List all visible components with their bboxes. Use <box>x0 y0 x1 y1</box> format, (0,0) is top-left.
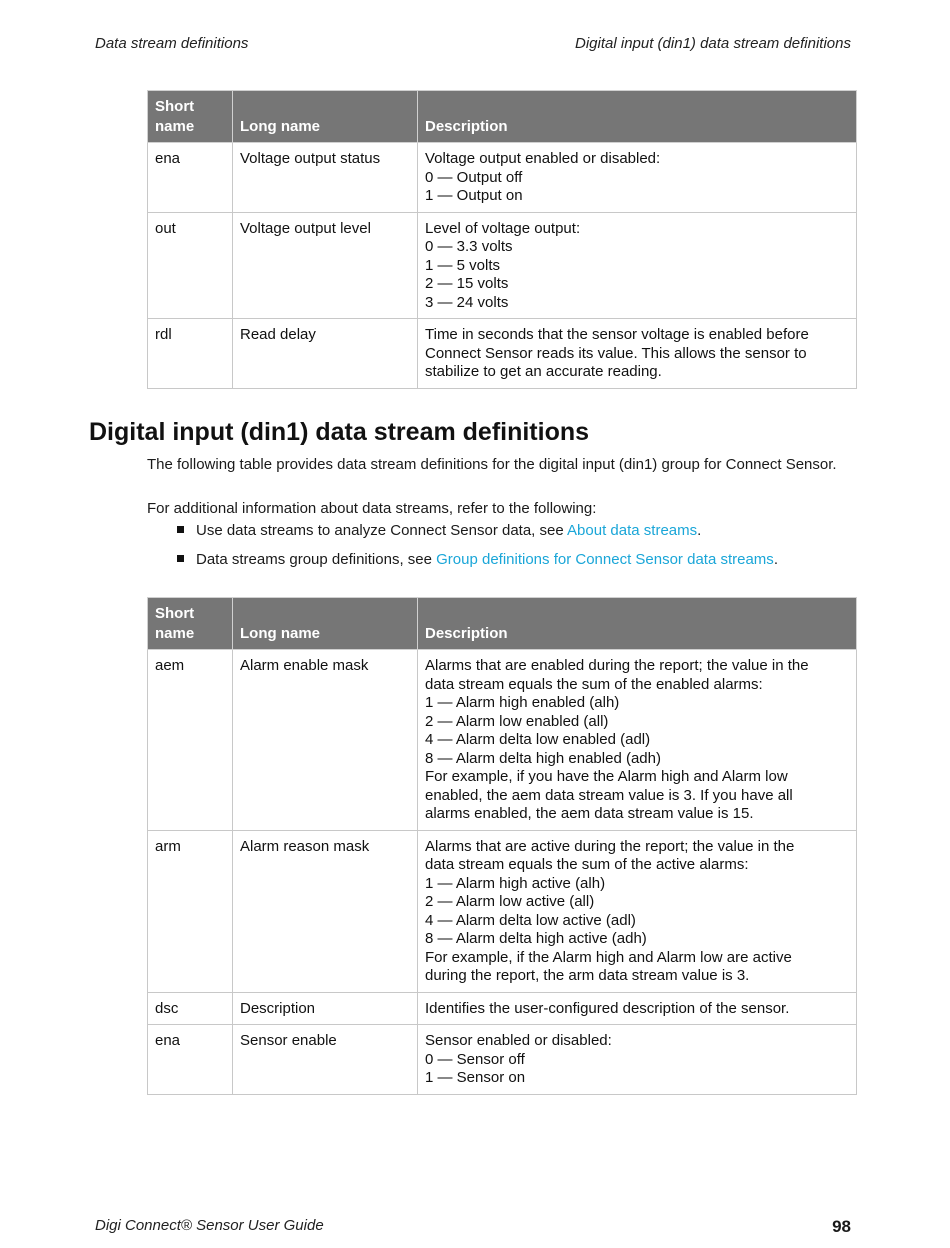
short-name-cell: rdl <box>148 319 233 389</box>
table-body <box>148 650 857 1095</box>
description-line: Sensor enabled or disabled: <box>425 1032 612 1049</box>
short-name-cell: ena <box>148 143 233 213</box>
voltage-output-table <box>147 90 857 389</box>
table-row <box>148 830 857 992</box>
table-header-row <box>148 91 857 143</box>
description-cell <box>418 212 857 319</box>
bullet-text: Data streams group definitions, see <box>196 551 437 568</box>
description-cell <box>418 650 857 831</box>
short-name-cell: aem <box>148 650 233 831</box>
description-line: 0 — Output off <box>425 168 523 186</box>
description-cell <box>418 1025 857 1095</box>
description-line: 4 — Alarm delta low enabled (adl) <box>425 731 651 748</box>
description-line: Alarms that are active during the report; the value in the <box>425 837 795 855</box>
bullet-punctuation: . <box>773 551 778 568</box>
description-cell <box>418 143 857 213</box>
column-header-short-name: Short name <box>148 598 233 650</box>
description-line: data stream equals the sum of the active alarms: <box>425 856 749 873</box>
column-header-long-name: Long name <box>233 91 418 143</box>
column-header-short-name: Short name <box>148 91 233 143</box>
description-line: data stream equals the sum of the enabled alarms: <box>425 675 763 693</box>
table-row <box>148 319 857 389</box>
description-line: Alarms that are enabled during the report; the value in the <box>425 657 809 674</box>
description-line: during the report, the arm data stream value is 3. <box>425 967 750 984</box>
description-cell <box>418 992 857 1025</box>
description-line: 1 — Output on <box>425 187 523 204</box>
description-line: 8 — Alarm delta high active (adh) <box>425 930 647 947</box>
long-name-cell: Alarm reason mask <box>233 830 418 992</box>
description-line: 4 — Alarm delta low active (adl) <box>425 911 636 929</box>
table-header-row <box>148 598 857 650</box>
long-name-cell: Voltage output status <box>233 143 418 213</box>
table-row <box>148 1025 857 1095</box>
bullet-item-about-data-streams <box>177 521 701 541</box>
short-name-cell: ena <box>148 1025 233 1095</box>
table-row <box>148 650 857 831</box>
description-line: Voltage output enabled or disabled: <box>425 150 661 167</box>
column-header-description: Description <box>418 91 857 143</box>
description-line: For example, if the Alarm high and Alarm low are active <box>425 948 792 966</box>
group-definitions-link[interactable]: Group definitions for Connect Sensor data streams <box>436 551 774 568</box>
long-name-cell: Alarm enable mask <box>233 650 418 831</box>
about-data-streams-link[interactable]: About data streams <box>567 522 698 539</box>
description-line: 1 — Alarm high enabled (alh) <box>425 694 620 711</box>
table-row <box>148 992 857 1025</box>
running-header-left: Data stream definitions <box>95 35 249 52</box>
description-line: alarms enabled, the aem data stream value is 15. <box>425 805 754 822</box>
digital-input-table <box>147 597 857 1095</box>
table-body <box>148 143 857 389</box>
description-line: 2 — Alarm low enabled (all) <box>425 712 609 730</box>
description-line: 2 — 15 volts <box>425 275 509 292</box>
square-bullet-icon <box>177 555 184 562</box>
description-line: Level of voltage output: <box>425 219 581 237</box>
description-line: 8 — Alarm delta high enabled (adh) <box>425 749 661 767</box>
footer-guide-title: Digi Connect® Sensor User Guide <box>95 1217 324 1234</box>
long-name-cell: Description <box>233 992 418 1025</box>
description-line: 1 — Alarm high active (alh) <box>425 874 606 892</box>
description-line: stabilize to get an accurate reading. <box>425 363 662 380</box>
description-cell <box>418 830 857 992</box>
short-name-cell: arm <box>148 830 233 992</box>
description-line: 1 — 5 volts <box>425 256 501 274</box>
description-line: 0 — Sensor off <box>425 1050 525 1068</box>
square-bullet-icon <box>177 526 184 533</box>
description-line: Connect Sensor reads its value. This allows the sensor to <box>425 344 807 362</box>
table-row <box>148 212 857 319</box>
description-line: For example, if you have the Alarm high and Alarm low <box>425 768 788 785</box>
description-line: Time in seconds that the sensor voltage is enabled before <box>425 326 809 343</box>
additional-info-paragraph: For additional information about data streams, refer to the following: <box>147 500 597 517</box>
long-name-cell: Voltage output level <box>233 212 418 319</box>
short-name-cell: dsc <box>148 992 233 1025</box>
bullet-punctuation: . <box>697 522 702 539</box>
description-line: 3 — 24 volts <box>425 293 509 311</box>
description-line: 0 — 3.3 volts <box>425 238 513 255</box>
column-header-description: Description <box>418 598 857 650</box>
long-name-cell: Read delay <box>233 319 418 389</box>
section-heading: Digital input (din1) data stream definitions <box>89 418 590 446</box>
intro-paragraph: The following table provides data stream definitions for the digital input (din1) group for Connect Sensor. <box>147 456 837 473</box>
running-header-right: Digital input (din1) data stream definitions <box>575 35 851 52</box>
description-line: enabled, the aem data stream value is 3. If you have all <box>425 786 793 804</box>
page-number: 98 <box>832 1217 851 1236</box>
column-header-long-name: Long name <box>233 598 418 650</box>
bullet-item-group-definitions <box>177 550 778 570</box>
bullet-text: Use data streams to analyze Connect Sensor data, see <box>196 522 568 539</box>
table-row <box>148 143 857 213</box>
long-name-cell: Sensor enable <box>233 1025 418 1095</box>
description-line: 2 — Alarm low active (all) <box>425 893 595 910</box>
description-line: 1 — Sensor on <box>425 1069 526 1086</box>
description-cell <box>418 319 857 389</box>
description-line: Identifies the user-configured description of the sensor. <box>425 999 790 1017</box>
short-name-cell: out <box>148 212 233 319</box>
